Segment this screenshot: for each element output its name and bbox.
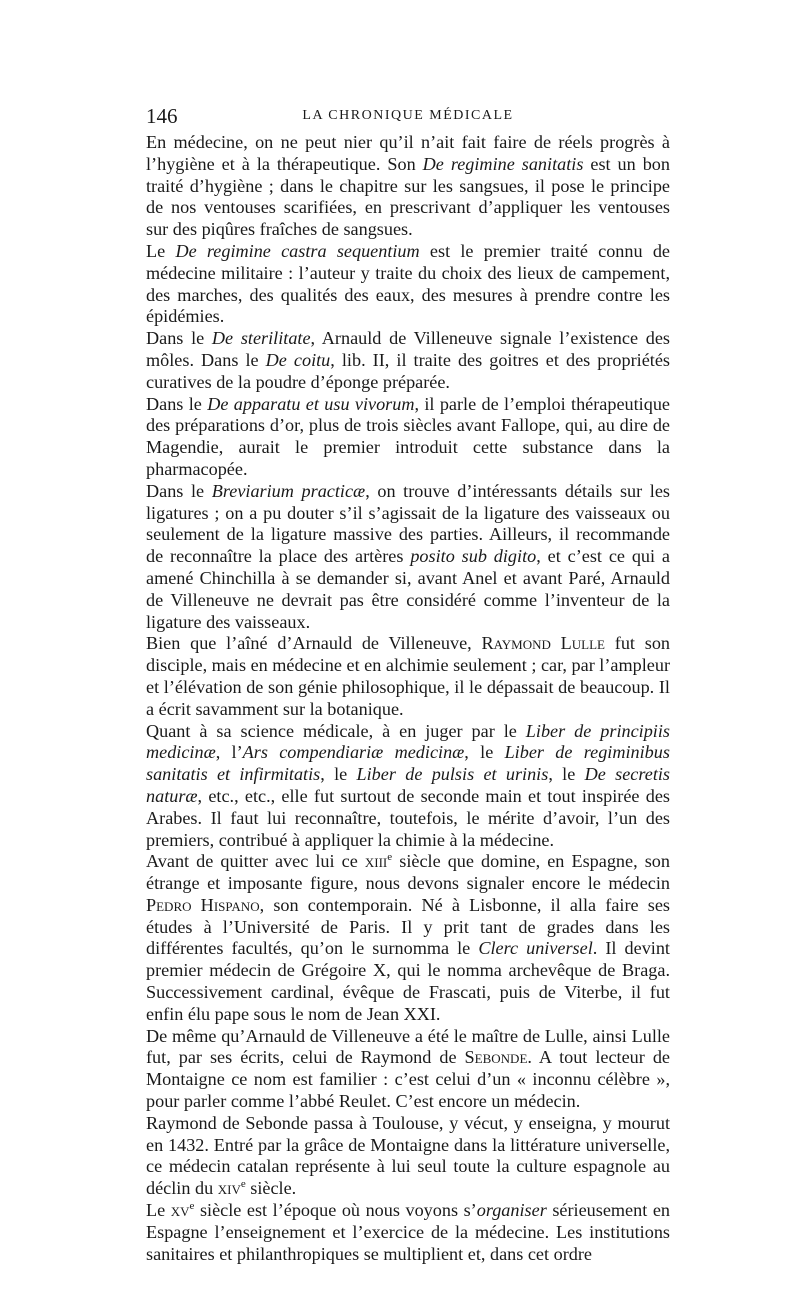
italic-text: Liber de principiis medicinæ: [146, 720, 670, 763]
text-run: , son contemporain. Né à Lisbonne, il alla faire ses études à l’Université de Paris. Il y prit tant de grades dans les différentes facultés, qu’on le surnomma le: [146, 894, 670, 959]
small-caps-text: Pedro Hispano: [146, 894, 260, 915]
superscript-text: e: [387, 851, 393, 864]
text-run: , etc., etc., elle fut surtout de seconde main et tout inspirée des Arabes. Il faut lui reconnaître, toutefois, le mérite d’avoir, l’un des premiers, contribué à appliquer la chimie à la médecine.: [146, 785, 670, 850]
paragraph: [146, 851, 670, 1025]
italic-text: Liber de pulsis et urinis: [356, 764, 549, 785]
italic-text: De apparatu et usu vivorum: [207, 393, 415, 414]
paragraph: [146, 241, 670, 328]
paragraph: [146, 481, 670, 634]
text-run: De même qu’Arnauld de Villeneuve a été le maître de Lulle, ainsi Lulle fut, par ses écrits, celui de Raymond de: [146, 1025, 670, 1068]
superscript-text: e: [240, 1178, 246, 1191]
text-run: , le: [320, 764, 357, 785]
paragraph: [146, 1026, 670, 1113]
text-run: fut son disciple, mais en médecine et en alchimie seulement ; car, par l’ampleur et l’élévation de son génie philosophique, il le dépassait de beaucoup. Il a écrit savamment sur la botanique.: [146, 633, 671, 719]
text-run: , il parle de l’emploi thérapeutique des préparations d’or, plus de trois siècles avant Fallope, qui, au dire de Magendie, aurait le premier introduit cette substance dans la pharmacopée.: [146, 393, 670, 479]
small-caps-text: Raymond Lulle: [481, 633, 605, 654]
italic-text: De secretis naturæ: [146, 764, 670, 806]
paragraph: [146, 633, 670, 720]
text-run: sérieusement en Espagne l’enseignement et l’exercice de la médecine. Les institutions sanitaires et philanthropiques se multiplient et, dans cet ordre: [146, 1200, 670, 1264]
italic-text: organiser: [476, 1200, 547, 1221]
paragraph: [146, 1113, 670, 1200]
text-run: est le premier traité connu de médecine militaire : l’auteur y traite du choix des lieux de campement, des marches, des qualités des eaux, des mesures à prendre contre les épidémies.: [146, 240, 670, 327]
italic-text: De coitu: [265, 349, 331, 370]
text-run: siècle est l’époque où nous voyons s’: [194, 1200, 477, 1221]
paragraph: [146, 721, 670, 852]
text-run: Le: [146, 240, 176, 261]
text-run: Raymond de Sebonde passa à Toulouse, y vécut, y enseigna, y mourut en 1432. Entré par la grâce de Montaigne dans la littérature universelle, ce médecin catalan représente à lui seul toute la culture espagnole au déclin du: [146, 1112, 670, 1199]
italic-text: De regimine sanitatis: [422, 153, 584, 174]
text-run: , lib. II, il traite des goitres et des propriétés curatives de la poudre d’éponge préparée.: [146, 349, 670, 392]
text-run: Dans le: [146, 328, 212, 349]
text-run: Bien que l’aîné d’Arnauld de Villeneuve,: [146, 633, 482, 654]
small-caps-text: Sebonde: [464, 1047, 528, 1068]
paragraph: [146, 1200, 670, 1265]
text-run: , Arnauld de Villeneuve signale l’existence des môles. Dans le: [146, 328, 670, 370]
text-run: En médecine, on ne peut nier qu’il n’ait fait faire de réels progrès à l’hygiène et à la thérapeutique. Son: [146, 132, 670, 174]
text-run: . Il devint premier médecin de Grégoire X, qui le nomma archevêque de Braga. Successivement cardinal, évêque de Frascati, puis de Viterbe, il fut enfin élu pape sous le nom de Jean XXI.: [146, 938, 670, 1024]
body-text: [146, 132, 670, 1265]
text-run: Dans le: [146, 393, 208, 414]
italic-text: posito sub digito: [410, 546, 537, 567]
text-run: siècle que domine, en Espagne, son étrange et imposante figure, nous devons signaler encore le médecin: [146, 851, 670, 894]
text-run: . A tout lecteur de Montaigne ce nom est familier : c’est celui d’un « inconnu célèbre », pour parler comme l’abbé Reulet. C’est encore un médecin.: [146, 1047, 670, 1112]
text-run: , le: [464, 742, 505, 763]
text-run: Quant à sa science médicale, à en juger par le: [146, 720, 526, 741]
page-header: [146, 103, 670, 129]
text-run: est un bon traité d’hygiène ; dans le chapitre sur les sangsues, il pose le principe de nos ventouses scarifiées, en prescrivant d’appliquer les ventouses sur des piqûres fraîches de sangsues.: [146, 153, 670, 240]
text-run: , l’: [215, 742, 243, 763]
paragraph: [146, 328, 670, 393]
italic-text: De regimine castra sequentium: [175, 240, 420, 261]
italic-text: Breviarium practicæ: [211, 480, 366, 501]
italic-text: De sterilitate: [211, 328, 311, 349]
small-caps-text: xiv: [217, 1178, 241, 1199]
paragraph: [146, 132, 670, 241]
text-run: Avant de quitter avec lui ce: [146, 851, 365, 872]
italic-text: Liber de regiminibus sanitatis et infirmitatis: [146, 742, 670, 785]
text-run: , et c’est ce qui a amené Chinchilla à se demander si, avant Anel et avant Paré, Arnauld de Villeneuve ne devrait pas être considéré comme l’inventeur de la ligature des vaisseaux.: [146, 546, 671, 632]
page-number: 146: [146, 104, 178, 128]
italic-text: Clerc universel: [478, 938, 593, 959]
paragraph: [146, 394, 670, 481]
small-caps-text: xv: [170, 1200, 190, 1221]
superscript-text: e: [189, 1199, 195, 1212]
text-run: Le: [146, 1200, 171, 1221]
text-run: Dans le: [146, 480, 212, 501]
text-run: , le: [548, 764, 585, 785]
small-caps-text: xiii: [364, 851, 388, 872]
italic-text: Ars compendiariæ medicinæ: [242, 742, 465, 763]
running-title: LA CHRONIQUE MÉDICALE: [302, 108, 514, 123]
text-run: siècle.: [245, 1178, 297, 1199]
text-run: , on trouve d’intéressants détails sur les ligatures ; on a pu douter s’il s’agissait de la ligature des vaisseaux ou seulement de la ligature massive des parties. Ailleurs, il recommande de reconnaître la place des artères: [146, 480, 670, 567]
